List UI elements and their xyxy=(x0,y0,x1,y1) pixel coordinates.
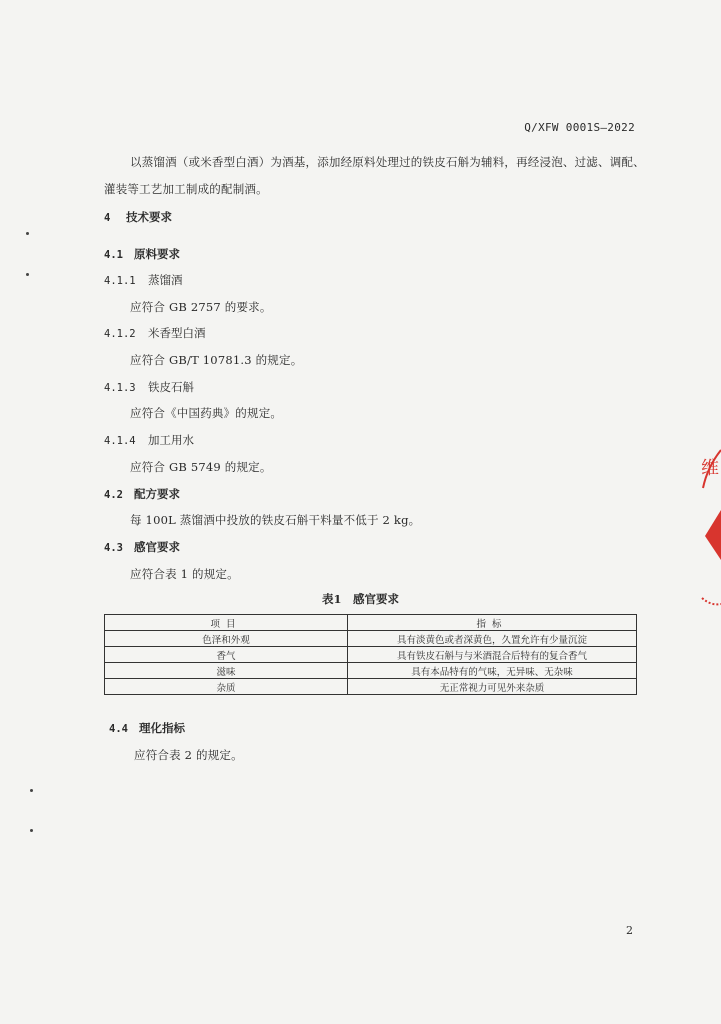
section-4-1-heading xyxy=(104,246,180,262)
section-title: 铁皮石斛 xyxy=(148,380,194,394)
section-4-3-heading xyxy=(104,539,180,555)
section-4-3-body: 应符合表 1 的规定。 xyxy=(130,567,239,581)
table-cell-item: 杂质 xyxy=(105,679,348,695)
section-4-heading xyxy=(104,209,172,225)
section-4-1-4-body: 应符合 GB 5749 的规定。 xyxy=(130,460,272,474)
section-title: 感官要求 xyxy=(134,540,180,554)
section-4-1-2-heading xyxy=(104,325,206,341)
section-4-1-3-heading xyxy=(104,379,194,395)
section-number: 4.1.2 xyxy=(104,328,136,340)
section-number: 4.3 xyxy=(104,542,123,554)
section-title: 米香型白酒 xyxy=(148,326,206,340)
seal-ring-bottom xyxy=(702,598,721,604)
section-title: 蒸馏酒 xyxy=(148,273,183,287)
standard-number: Q/XFW 0001S—2022 xyxy=(524,121,635,134)
section-4-1-1-body: 应符合 GB 2757 的要求。 xyxy=(130,300,272,314)
section-title: 理化指标 xyxy=(139,721,185,735)
table-cell-indicator: 具有本品特有的气味，无异味、无杂味 xyxy=(348,663,637,679)
table-cell-indicator: 具有铁皮石斛与与米酒混合后特有的复合香气 xyxy=(348,647,637,663)
intro-line-2: 灌装等工艺加工制成的配制酒。 xyxy=(104,182,268,196)
table-cell-indicator: 具有淡黄色或者深黄色，久置允许有少量沉淀 xyxy=(348,631,637,647)
table-row xyxy=(105,663,637,679)
sensory-table xyxy=(104,614,637,695)
scan-speck xyxy=(30,829,33,832)
section-title: 配方要求 xyxy=(134,487,180,501)
seal-star xyxy=(705,510,721,560)
section-4-1-3-body: 应符合《中国药典》的规定。 xyxy=(130,406,283,420)
page-number: 2 xyxy=(626,924,633,937)
section-4-1-1-heading xyxy=(104,272,183,288)
intro-line-1: 以蒸馏酒（或米香型白酒）为酒基，添加经原料处理过的铁皮石斛为辅料，再经浸泡、过滤、调配、 xyxy=(130,155,645,169)
table-header-item: 项目 xyxy=(105,615,348,631)
table-row xyxy=(105,631,637,647)
table-row xyxy=(105,647,637,663)
section-number: 4.1.4 xyxy=(104,435,136,447)
section-number: 4.2 xyxy=(104,489,123,501)
table-cell-item: 滋味 xyxy=(105,663,348,679)
table-cell-item: 色泽和外观 xyxy=(105,631,348,647)
section-4-4-body: 应符合表 2 的规定。 xyxy=(134,748,243,762)
table-cell-indicator: 无正常视力可见外来杂质 xyxy=(348,679,637,695)
section-number: 4.1.1 xyxy=(104,275,136,287)
table-cell-item: 香气 xyxy=(105,647,348,663)
official-seal-stamp xyxy=(699,448,721,613)
section-4-2-heading xyxy=(104,486,180,502)
scan-speck xyxy=(26,232,29,235)
table-1-caption: 表1 感官要求 xyxy=(321,592,399,606)
scan-speck xyxy=(26,273,29,276)
section-4-2-body: 每 100L 蒸馏酒中投放的铁皮石斛干料量不低于 2 kg。 xyxy=(130,513,421,527)
section-title: 加工用水 xyxy=(148,433,194,447)
section-4-1-4-heading xyxy=(104,432,194,448)
scan-speck xyxy=(30,789,33,792)
section-number: 4 xyxy=(104,212,111,224)
table-header-indicator: 指标 xyxy=(348,615,637,631)
section-title: 原料要求 xyxy=(134,247,180,261)
section-number: 4.1 xyxy=(104,249,123,261)
table-header-row xyxy=(105,615,637,631)
section-number: 4.4 xyxy=(109,723,128,735)
section-4-4-heading xyxy=(109,720,185,736)
section-number: 4.1.3 xyxy=(104,382,136,394)
seal-character: 维 xyxy=(701,458,719,479)
section-title: 技术要求 xyxy=(126,210,172,224)
section-4-1-2-body: 应符合 GB/T 10781.3 的规定。 xyxy=(130,353,303,367)
table-row xyxy=(105,679,637,695)
